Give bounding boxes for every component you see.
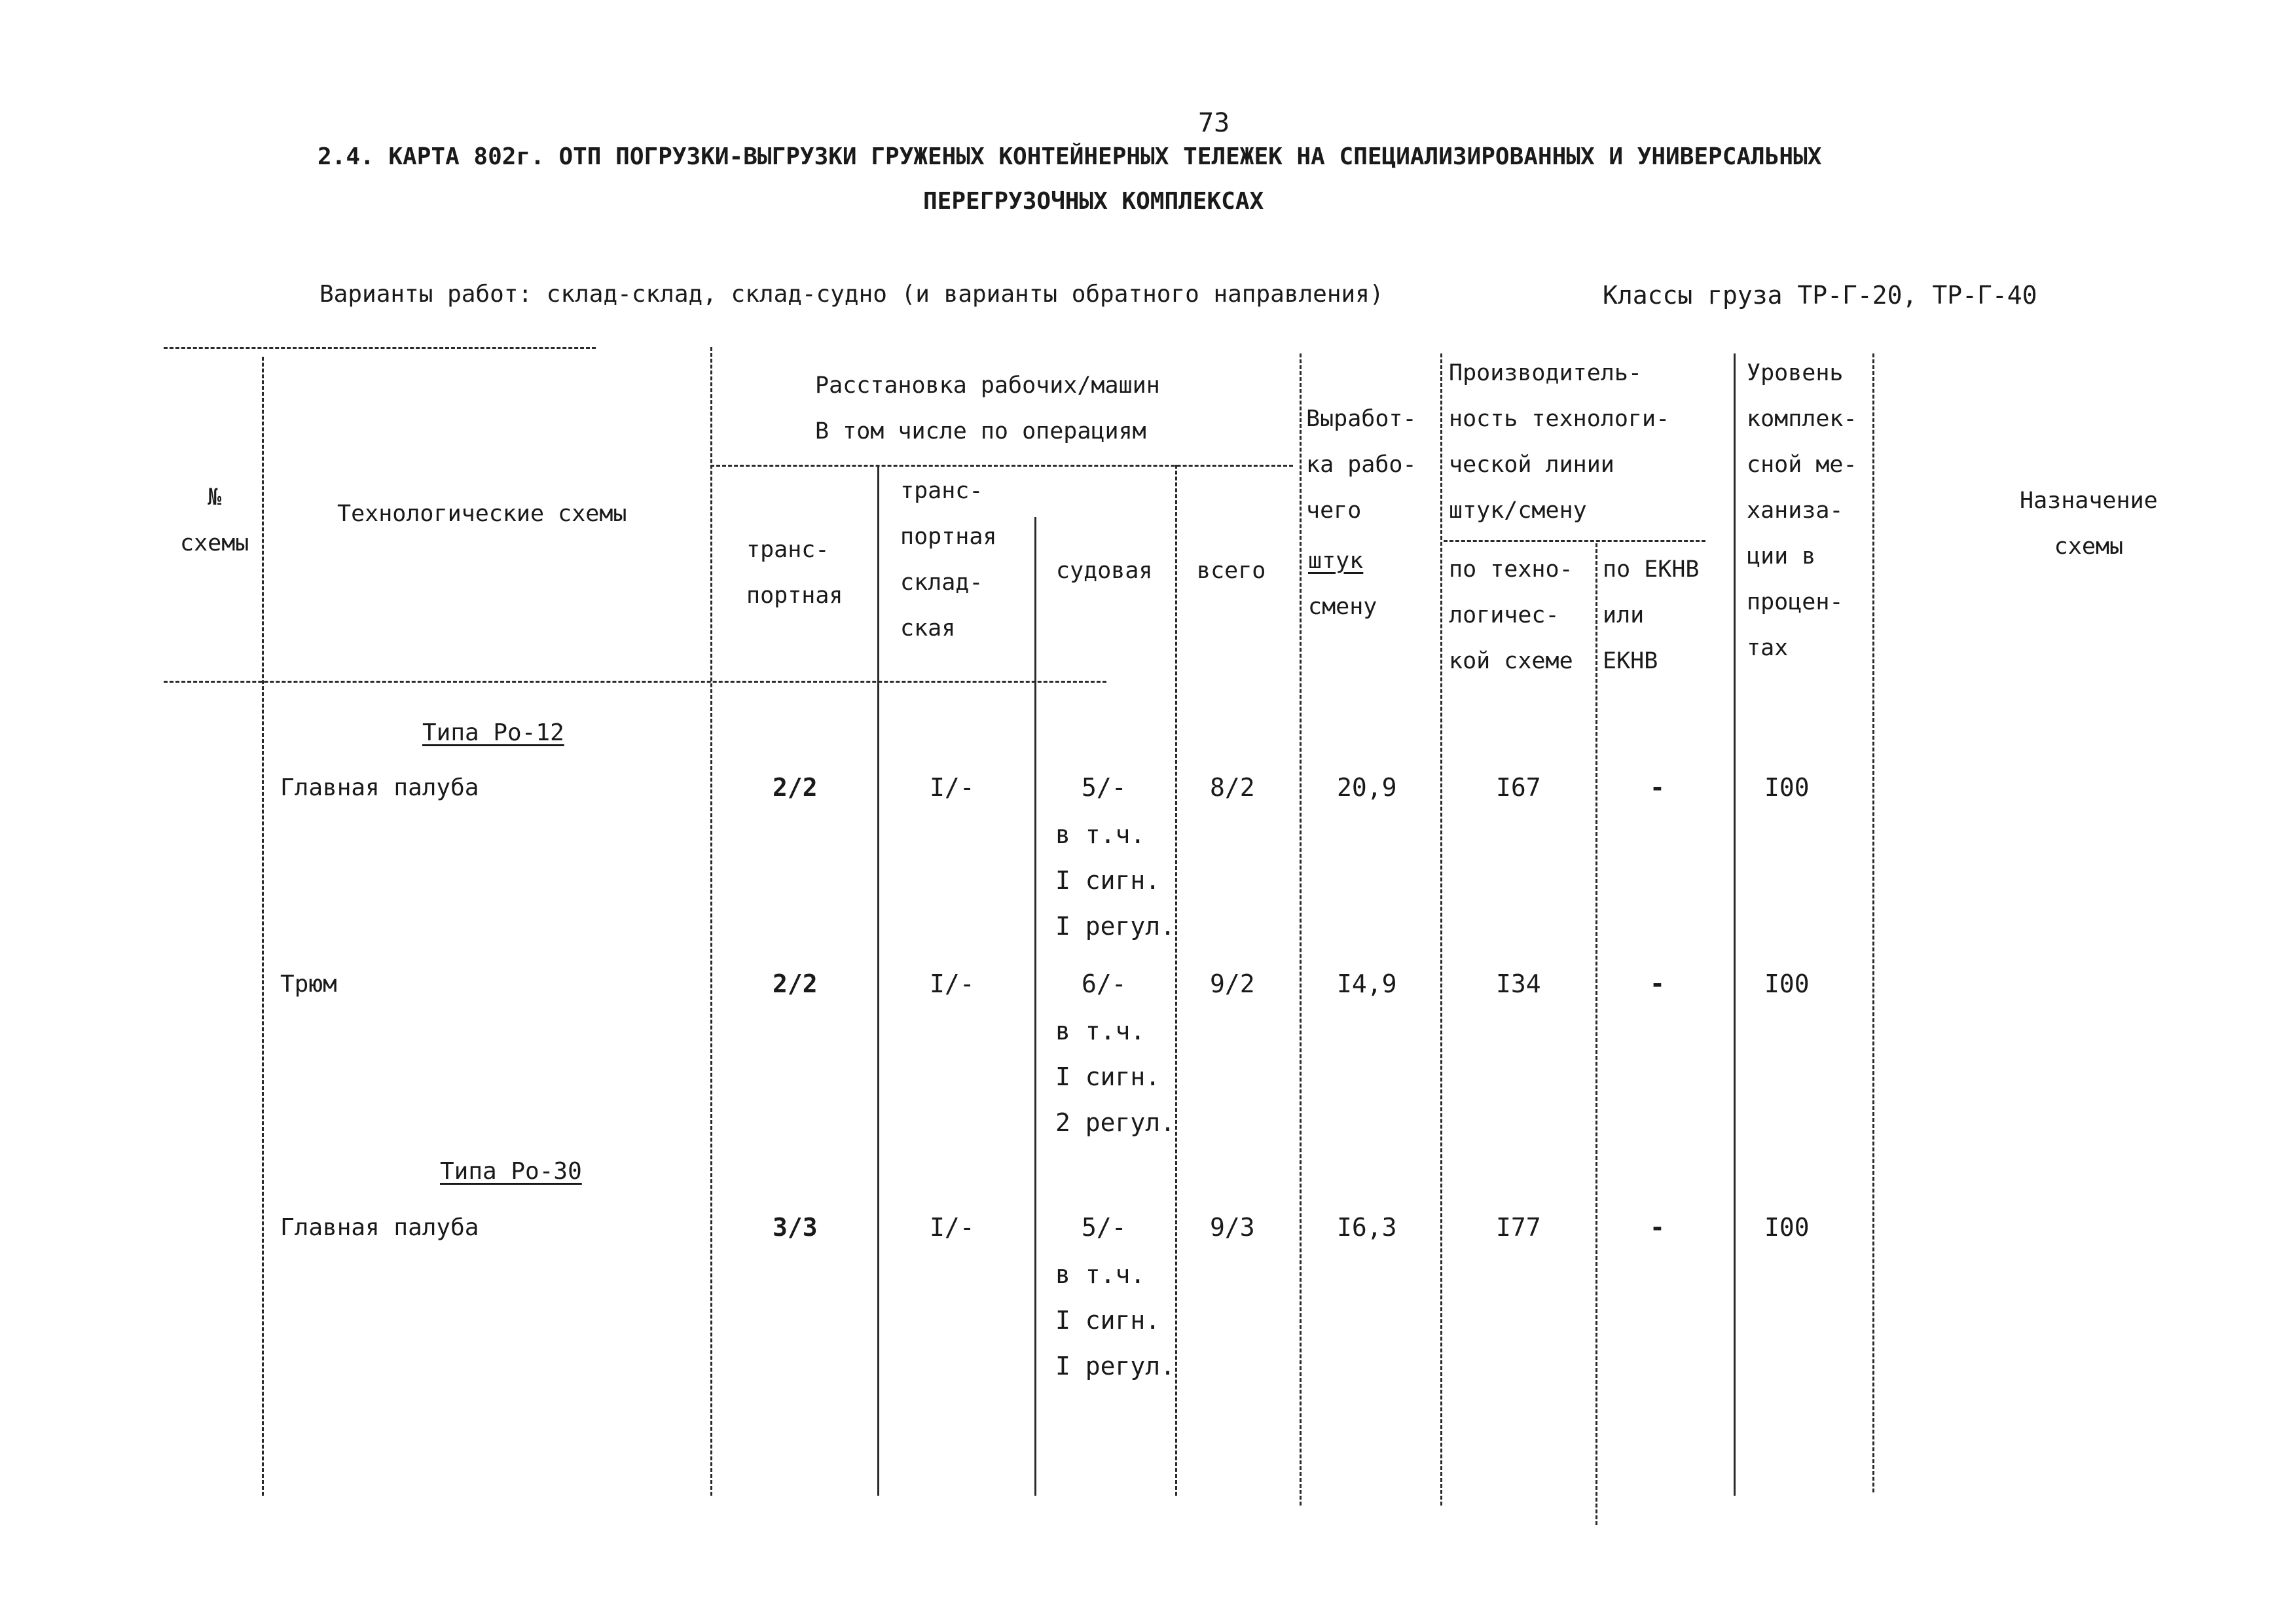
cell-prod-ekhv: - [1650, 1213, 1665, 1242]
cell-warehouse: I/- [930, 1213, 975, 1242]
cell-warehouse: I/- [930, 773, 975, 802]
header-transport: транс- портная [746, 537, 843, 609]
cell-prod-scheme: I34 [1496, 969, 1541, 998]
col-sep-prod [1595, 543, 1597, 1525]
cell-transport: 2/2 [773, 969, 818, 998]
col-sep-level [1872, 353, 1874, 1492]
cell-ship-detail: I регул. [1055, 1352, 1176, 1380]
cell-ship-detail: I сигн. [1055, 866, 1161, 895]
cell-ship-detail: в т.ч. [1055, 820, 1146, 849]
cell-ship: 6/- [1082, 969, 1127, 998]
cell-total: 9/2 [1210, 969, 1255, 998]
header-productivity: Производитель- ность технологи- ческой линии штук/смену [1449, 360, 1670, 524]
header-by-ekhv: по ЕКНВ или ЕКНВ [1603, 556, 1700, 674]
cell-ship-detail: I регул. [1055, 912, 1176, 941]
cell-ship: 5/- [1082, 773, 1127, 802]
header-placement-line1: Расстановка рабочих/машин [815, 372, 1160, 399]
cell-warehouse: I/- [930, 969, 975, 998]
header-mechanization-level: Уровень комплек- сной ме- ханиза- ции в процен- тах [1747, 360, 1857, 661]
header-tech-schemes: Технологические схемы [337, 501, 627, 527]
group-type-label: Типа Ро-30 [440, 1158, 582, 1185]
productivity-split-rule [1444, 540, 1705, 542]
header-scheme-number: № схемы [180, 484, 249, 556]
cell-prod-ekhv: - [1650, 773, 1665, 802]
document-title-line2: ПЕРЕГРУЗОЧНЫХ КОМПЛЕКСАХ [923, 188, 1264, 215]
header-worker-output: Выработ- ка рабо- чего [1306, 406, 1417, 524]
cell-output: 20,9 [1337, 773, 1397, 802]
header-placement-line2: В том числе по операциям [815, 418, 1146, 444]
document-title-line1: 2.4. КАРТА 802г. ОТП ПОГРУЗКИ-ВЫГРУЗКИ ГРУЖЕНЫХ КОНТЕЙНЕРНЫХ ТЕЛЕЖЕК НА СПЕЦИАЛИЗИРОВАННЫХ И УНИВЕРСАЛЬНЫХ [318, 143, 1822, 170]
cell-output: I6,3 [1337, 1213, 1397, 1242]
col-sep-total [1300, 353, 1302, 1506]
cell-prod-scheme: I77 [1496, 1213, 1541, 1242]
col-sep-output [1440, 353, 1442, 1506]
cell-ship: 5/- [1082, 1213, 1127, 1242]
page-number: 73 [1198, 108, 1230, 138]
col-sep-ship [1175, 465, 1177, 1496]
table-row-name: Главная палуба [280, 1214, 479, 1241]
cell-transport: 2/2 [773, 773, 818, 802]
cell-ship-detail: I сигн. [1055, 1062, 1161, 1091]
cell-prod-ekhv: - [1650, 969, 1665, 998]
header-worker-output-unit: штук [1308, 548, 1364, 574]
header-ship: судовая [1056, 558, 1153, 584]
col-sep-transport [877, 465, 879, 1496]
cell-total: 8/2 [1210, 773, 1255, 802]
work-variants: Варианты работ: склад-склад, склад-судно (и варианты обратного направления) [319, 281, 1384, 308]
header-scheme-purpose: Назначение схемы [2020, 488, 2158, 560]
cell-total: 9/3 [1210, 1213, 1255, 1242]
cell-output: I4,9 [1337, 969, 1397, 998]
cell-ship-detail: в т.ч. [1055, 1260, 1146, 1289]
cell-mech-level: I00 [1764, 773, 1810, 802]
col-sep-ekhv [1734, 353, 1736, 1496]
cell-ship-detail: в т.ч. [1055, 1017, 1146, 1045]
placement-split-rule [710, 465, 1293, 467]
group-type-label: Типа Ро-12 [422, 719, 564, 746]
cell-transport: 3/3 [773, 1213, 818, 1242]
cell-ship-detail: 2 регул. [1055, 1108, 1176, 1137]
col-sep-warehouse [1034, 517, 1036, 1496]
header-transport-warehouse: транс- портная склад- ская [900, 478, 997, 641]
header-total: всего [1197, 558, 1266, 584]
cell-mech-level: I00 [1764, 969, 1810, 998]
header-worker-output-shift: смену [1308, 594, 1377, 620]
table-row-name: Главная палуба [280, 774, 479, 801]
cargo-classes: Классы груза ТР-Г-20, ТР-Г-40 [1603, 281, 2037, 310]
table-row-name: Трюм [280, 971, 337, 998]
cell-ship-detail: I сигн. [1055, 1306, 1161, 1335]
col-sep-tech [710, 347, 712, 1496]
cell-mech-level: I00 [1764, 1213, 1810, 1242]
header-by-tech-scheme: по техно- логичес- кой схеме [1449, 556, 1573, 674]
table-top-rule [164, 347, 596, 349]
cell-prod-scheme: I67 [1496, 773, 1541, 802]
col-sep-num [262, 357, 264, 1496]
header-bottom-rule [164, 681, 1106, 683]
